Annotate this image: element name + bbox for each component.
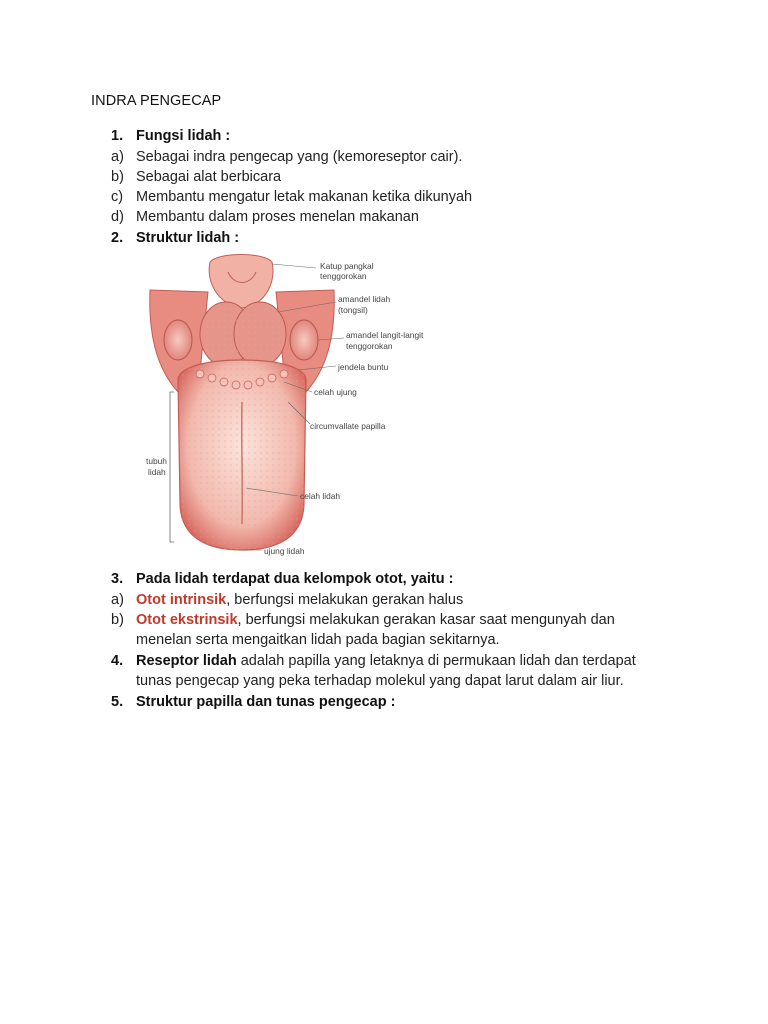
list-item bbox=[0, 187, 768, 207]
label-tenggorokan-2: tenggorokan bbox=[346, 341, 393, 351]
palatine-tonsil-left bbox=[164, 320, 192, 360]
label-amandel-lidah: amandel lidah bbox=[338, 294, 391, 304]
section-5-heading bbox=[0, 692, 768, 712]
label-katup-pangkal: Katup pangkal bbox=[320, 261, 374, 271]
epiglottis bbox=[209, 255, 273, 309]
list-item bbox=[0, 167, 768, 187]
section-number: 5. bbox=[111, 694, 124, 710]
list-item bbox=[0, 147, 768, 167]
median-groove bbox=[242, 402, 243, 524]
item-letter: b) bbox=[111, 169, 124, 185]
label-celah-ujung: celah ujung bbox=[314, 387, 357, 397]
item-text bbox=[136, 590, 463, 610]
item-desc: , berfungsi melakukan gerakan halus bbox=[226, 592, 464, 608]
section-heading: Struktur papilla dan tunas pengecap : bbox=[136, 694, 396, 710]
section-heading: Struktur lidah : bbox=[136, 230, 240, 246]
item-letter: c) bbox=[111, 189, 124, 205]
term-otot-intrinsik: Otot intrinsik bbox=[136, 592, 227, 608]
section-heading: Pada lidah terdapat dua kelompok otot, yaitu : bbox=[136, 571, 454, 587]
label-amandel-langit: amandel langit-langit bbox=[346, 330, 424, 340]
item-desc-2: menelan serta mengaitkan lidah pada bagian sekitarnya. bbox=[136, 632, 500, 648]
section-desc-2: tunas pengecap yang peka terhadap molekul yang dapat larut dalam air liur. bbox=[136, 673, 624, 689]
page-title: INDRA PENGECAP bbox=[91, 93, 222, 109]
label-jendela-buntu: jendela buntu bbox=[338, 362, 389, 372]
item-letter: a) bbox=[111, 149, 124, 165]
label-celah-lidah: celah lidah bbox=[300, 491, 341, 501]
term-otot-ekstrinsik: Otot ekstrinsik bbox=[136, 612, 238, 628]
tongue-structure-diagram bbox=[138, 252, 438, 562]
section-3-heading bbox=[0, 569, 768, 589]
term-reseptor-lidah: Reseptor lidah bbox=[136, 653, 237, 669]
section-number: 2. bbox=[111, 230, 124, 246]
item-letter: b) bbox=[111, 612, 124, 628]
section-number: 4. bbox=[111, 653, 124, 669]
item-text: Sebagai alat berbicara bbox=[136, 169, 282, 185]
list-item-continuation bbox=[0, 630, 768, 650]
list-item bbox=[0, 207, 768, 227]
section-number: 3. bbox=[111, 571, 124, 587]
section-number: 1. bbox=[111, 128, 124, 144]
label-tenggorokan: tenggorokan bbox=[320, 271, 367, 281]
palatine-tonsil-right bbox=[290, 320, 318, 360]
section-4-continuation bbox=[0, 671, 768, 691]
item-text bbox=[136, 610, 615, 630]
item-desc: , berfungsi melakukan gerakan kasar saat mengunyah dan bbox=[237, 612, 615, 628]
item-text: Sebagai indra pengecap yang (kemoreseptor cair). bbox=[136, 149, 463, 165]
section-text bbox=[136, 651, 636, 671]
section-1-heading bbox=[0, 126, 768, 146]
list-item bbox=[0, 590, 768, 610]
item-letter: d) bbox=[111, 209, 124, 225]
item-letter: a) bbox=[111, 592, 124, 608]
tongue-body-bracket bbox=[170, 392, 174, 542]
section-2-heading bbox=[0, 228, 768, 248]
section-heading: Fungsi lidah : bbox=[136, 128, 231, 144]
label-circumvallate: circumvallate papilla bbox=[310, 421, 386, 431]
section-4-heading bbox=[0, 651, 768, 671]
label-lidah: lidah bbox=[148, 467, 166, 477]
list-item bbox=[0, 610, 768, 630]
section-desc: adalah papilla yang letaknya di permukaan lidah dan terdapat bbox=[236, 653, 636, 669]
label-tongsil: (tongsil) bbox=[338, 305, 368, 315]
item-text: Membantu mengatur letak makanan ketika dikunyah bbox=[136, 189, 473, 205]
tonsil-texture bbox=[236, 304, 284, 364]
label-ujung-lidah: ujung lidah bbox=[264, 546, 305, 556]
item-text: Membantu dalam proses menelan makanan bbox=[136, 209, 419, 225]
label-tubuh: tubuh bbox=[146, 456, 167, 466]
